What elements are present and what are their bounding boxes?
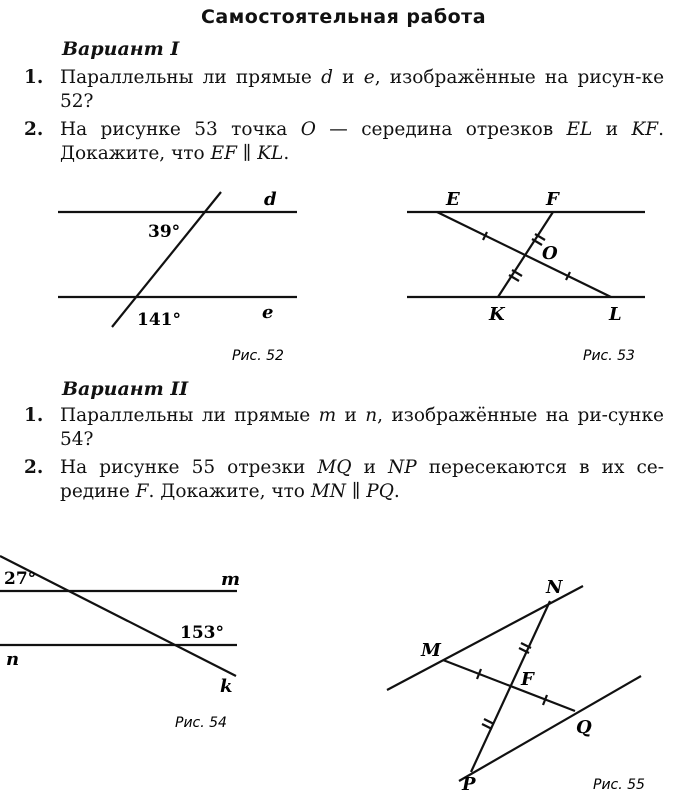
- task-number: 2.: [24, 119, 44, 140]
- task-text: На рисунке 55 отрезки MQ и NP пересекаются в их се-редине F. Докажите, что MN ∥ PQ.: [60, 457, 665, 502]
- fig54-angle-top: 27°: [4, 569, 37, 589]
- fig53-caption: Рис. 53: [583, 348, 635, 364]
- fig52-angle-top: 39°: [148, 222, 181, 242]
- fig54-label-m: m: [221, 569, 241, 590]
- page-title: Самостоятельная работа: [200, 6, 487, 28]
- variant-2-heading: Вариант II: [62, 378, 189, 400]
- fig55-segment-NP: [471, 601, 550, 772]
- fig54-label-n: n: [6, 649, 20, 670]
- fig55-label-Q: Q: [576, 717, 592, 738]
- fig53-label-O: O: [542, 243, 558, 264]
- task-text: Параллельны ли прямые d и e, изображённые на рисун-ке 52?: [60, 67, 665, 112]
- fig55-line-MN: [387, 586, 583, 690]
- fig53-label-E: E: [446, 189, 460, 210]
- task-number: 2.: [24, 457, 44, 478]
- task-number: 1.: [24, 405, 44, 426]
- fig55-label-F: F: [521, 669, 534, 690]
- fig52-caption: Рис. 52: [232, 348, 284, 364]
- fig55-label-M: M: [421, 640, 441, 661]
- fig54-caption: Рис. 54: [175, 715, 227, 731]
- fig52-angle-bottom: 141°: [137, 310, 181, 330]
- fig52-label-d: d: [264, 189, 277, 210]
- fig53-label-L: L: [609, 304, 622, 325]
- task-number: 1.: [24, 67, 44, 88]
- task-text: На рисунке 53 точка O — середина отрезков EL и KF. Докажите, что EF ∥ KL.: [60, 119, 665, 164]
- fig54-label-k: k: [220, 676, 233, 697]
- fig53-label-F: F: [546, 189, 559, 210]
- fig54-angle-bottom: 153°: [180, 623, 224, 643]
- fig55-label-N: N: [546, 577, 563, 598]
- fig55-tick-FP-1: [484, 719, 494, 724]
- fig55-line-PQ: [459, 676, 641, 781]
- variant-1-heading: Вариант I: [62, 38, 180, 60]
- fig55-tick-FP-2: [482, 724, 492, 729]
- task-text: Параллельны ли прямые m и n, изображённые на ри-сунке 54?: [60, 405, 664, 450]
- fig52-label-e: e: [262, 302, 274, 323]
- fig55-caption: Рис. 55: [593, 777, 645, 793]
- fig53-segment-EL: [437, 212, 611, 297]
- fig53-label-K: K: [489, 304, 505, 325]
- fig55-label-P: P: [462, 774, 476, 795]
- fig55-segment-MQ: [443, 660, 575, 711]
